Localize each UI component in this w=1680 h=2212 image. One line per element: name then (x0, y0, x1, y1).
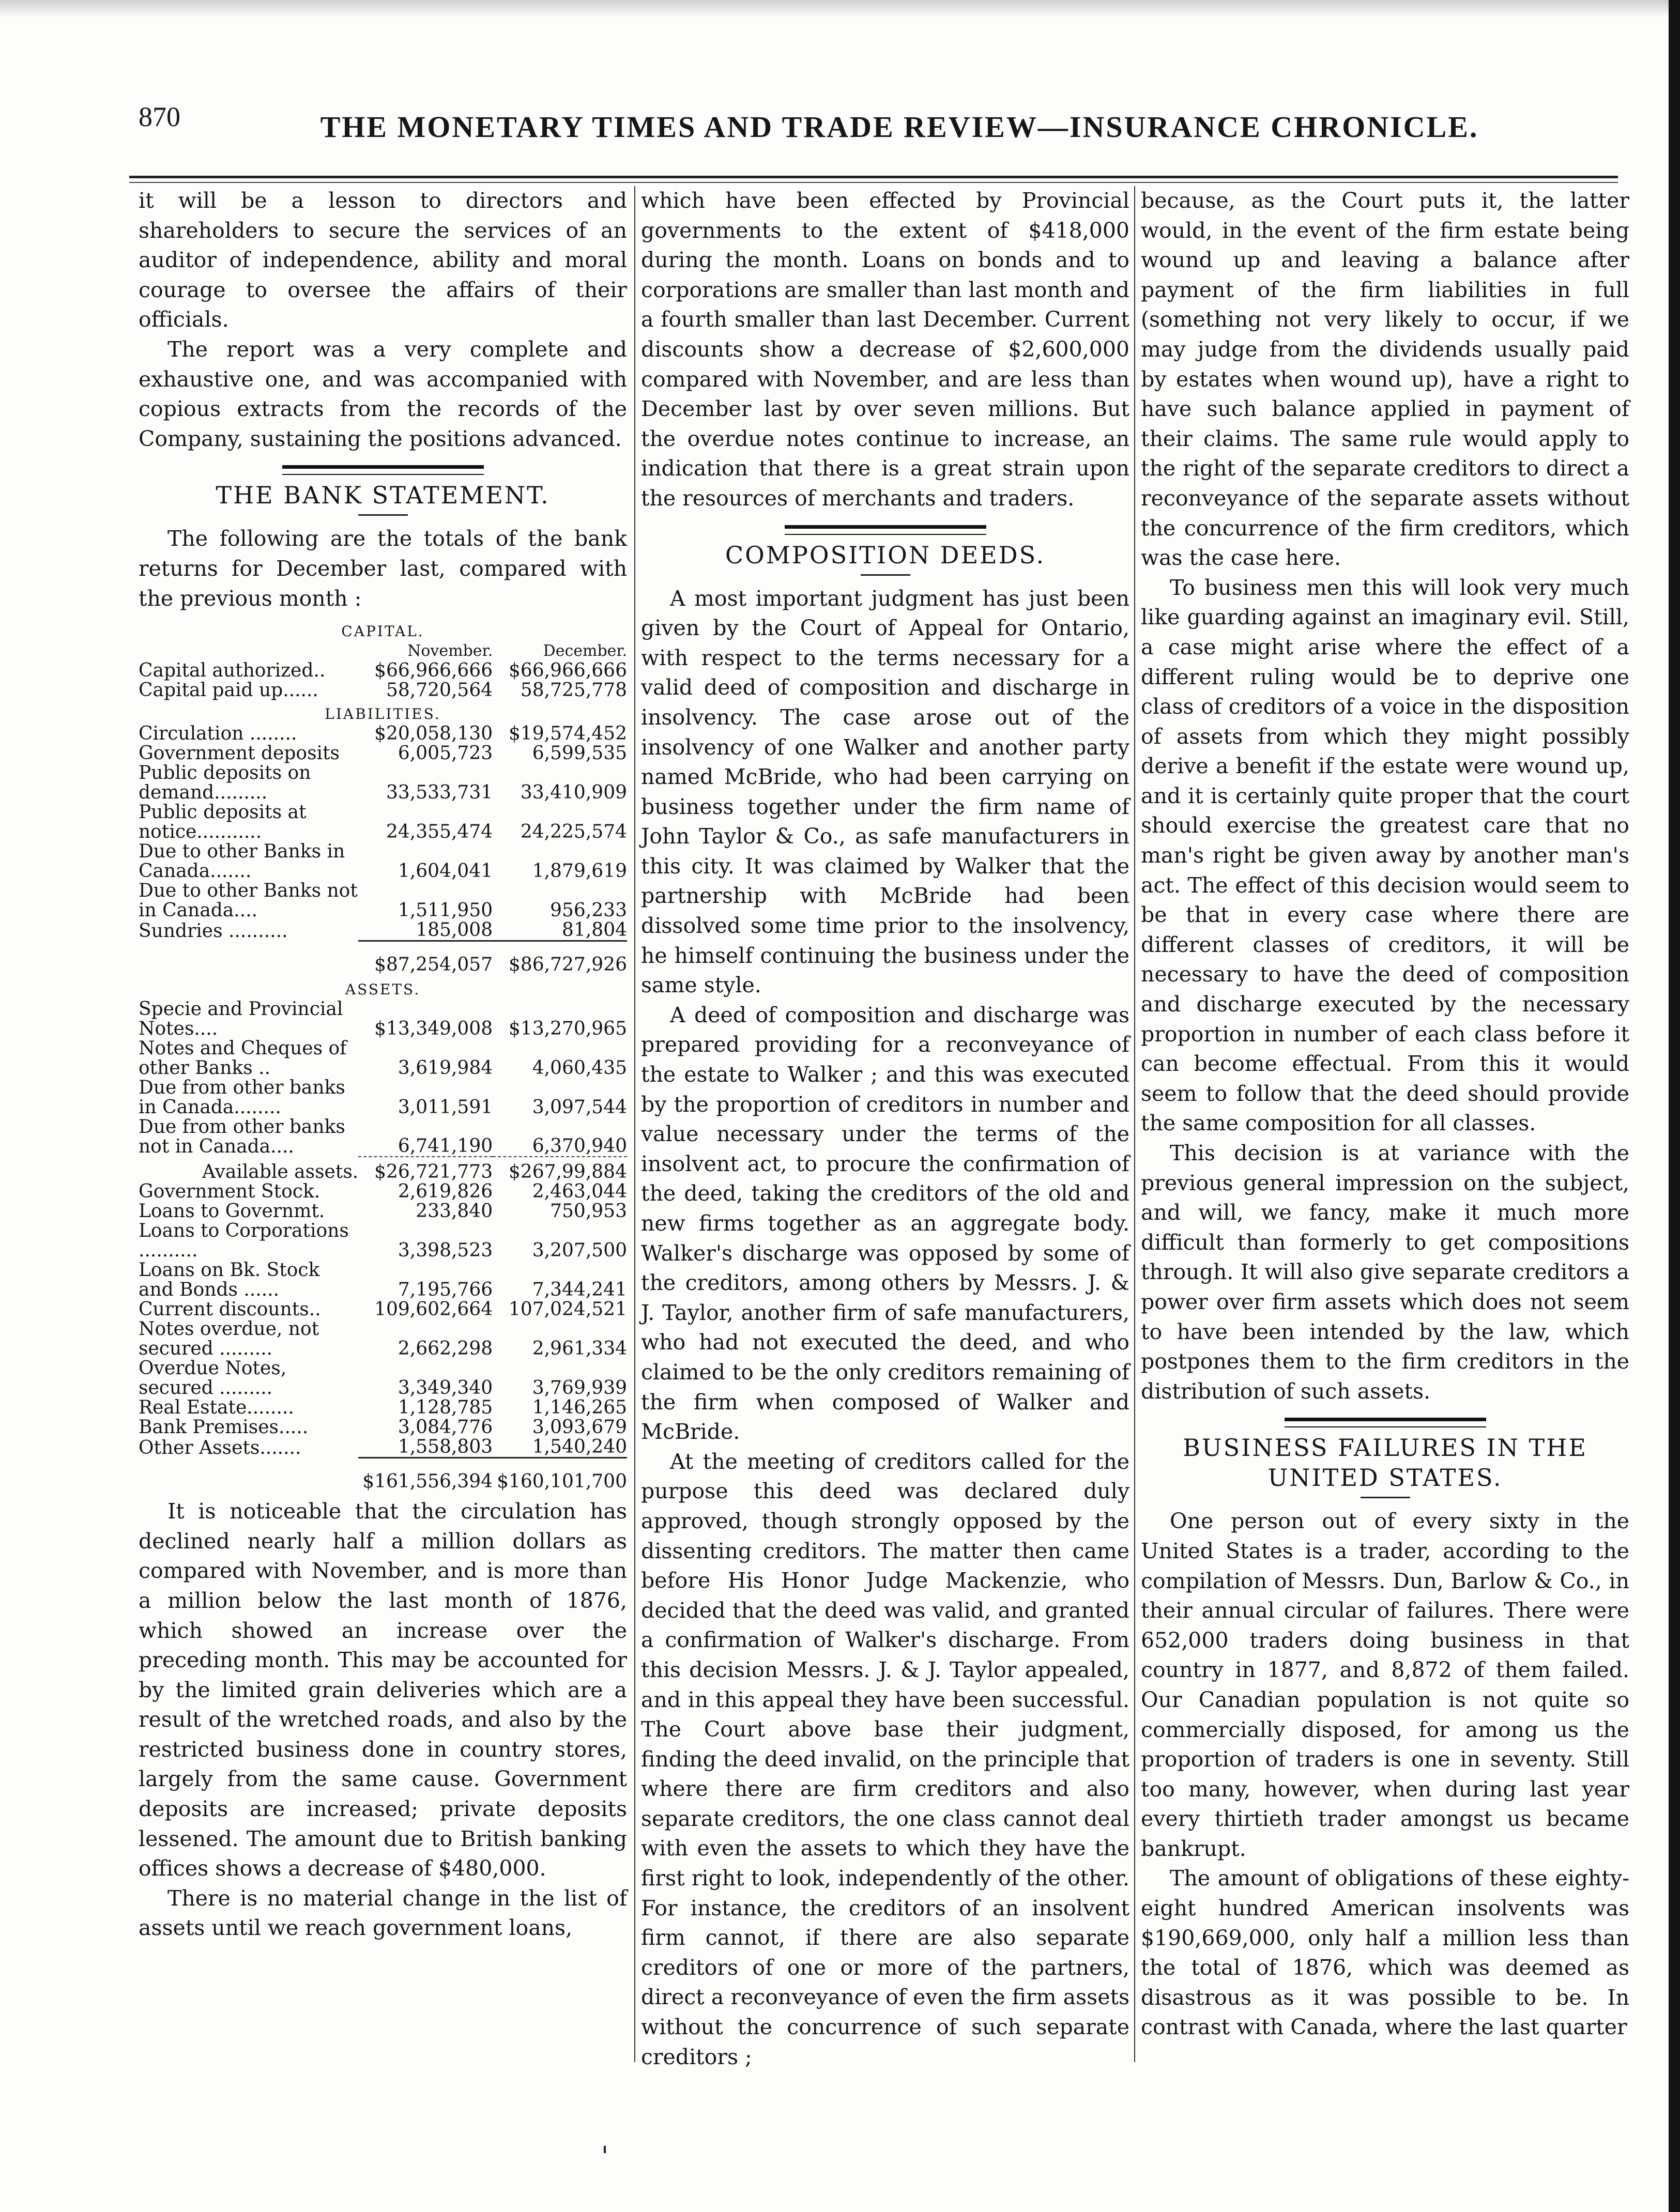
table-total-row (139, 941, 627, 976)
cell-november: 2,619,826 (398, 1181, 493, 1203)
table-row (139, 1039, 627, 1078)
row-label: Loans on Bk. Stock and Bonds ...... (139, 1259, 320, 1301)
table-row (139, 661, 627, 681)
cell-december: 6,599,535 (532, 743, 627, 764)
row-label: Real Estate........ (139, 1397, 294, 1419)
row-label: Public deposits on demand......... (139, 762, 311, 804)
section-rule (1285, 1418, 1486, 1427)
row-label: Government Stock. (139, 1181, 320, 1203)
cell-december: 33,410,909 (520, 782, 627, 804)
cell-november: 3,619,984 (398, 1057, 493, 1079)
cell-december: 1,540,240 (532, 1436, 627, 1458)
masthead-rule-thin (129, 182, 1618, 183)
section-heading: THE BANK STATEMENT. (216, 481, 550, 510)
cell-november: 1,511,950 (398, 900, 493, 921)
cell-december: 4,060,435 (532, 1057, 627, 1079)
row-label: Due from other banks not in Canada.... (139, 1116, 345, 1158)
row-label: Loans to Governmt. (139, 1201, 325, 1222)
row-label: Due from other banks in Canada........ (139, 1077, 345, 1118)
total-december: $160,101,700 (493, 1458, 627, 1493)
row-label: Notes and Cheques of other Banks .. (139, 1038, 347, 1079)
cell-december: 58,725,778 (520, 680, 627, 701)
article-paragraph: The amount of obligations of these eighty-eight hundred American insolvents was $190,669,000, only half a million less than the total of 1876, which was deemed as disastrous as it was possible to be. In contrast with Canada, where the last quarter (1141, 1866, 1629, 2040)
page-number: 870 (139, 101, 180, 132)
row-label: Loans to Corporations .......... (139, 1220, 349, 1262)
table-row (139, 842, 627, 881)
page-edge (0, 0, 1680, 18)
article-paragraph: There is no material change in the list of assets until we reach government loans, (139, 1885, 627, 1941)
row-label: Circulation ........ (139, 723, 297, 745)
total-december: $86,727,926 (493, 941, 627, 976)
cell-december: 3,093,679 (532, 1417, 627, 1438)
table-row (139, 681, 627, 700)
row-label: Capital authorized.. (139, 660, 326, 682)
total-november: $161,556,394 (358, 1458, 493, 1493)
column-header: December. (543, 642, 627, 660)
cell-november: 3,011,591 (398, 1097, 493, 1118)
row-label: Overdue Notes, secured ......... (139, 1358, 287, 1399)
cell-november: 58,720,564 (386, 680, 493, 701)
table-group-heading: LIABILITIES. (325, 705, 441, 723)
article-paragraph: At the meeting of creditors called for the purpose this deed was declared duly approved, though strongly opposed by the dissenting creditors. The matter then came before His Honor Judge Mackenzie, who decided that the deed was valid, and granted a confirmation of Walker's discharge. From this decision Messrs. J. & J. Taylor appealed, and in this appeal they have been successful. The Court above base their judgment, finding the deed invalid, on the principle that where there are firm creditors and also separate creditors, the one class cannot deal with even the assets to which they have the first right to look, independently of the other. For instance, the creditors of an insolvent firm cannot, if there are also separate creditors of one or more of the partners, direct a reconveyance of even the firm assets without the concurrence of such separate creditors ; (641, 1449, 1129, 2069)
cell-november: $13,349,008 (374, 1018, 493, 1040)
table-row (139, 1202, 627, 1221)
cell-november: 233,840 (416, 1201, 493, 1222)
table-row (139, 881, 627, 920)
cell-december: 1,146,265 (532, 1397, 627, 1419)
row-label: Capital paid up...... (139, 680, 318, 701)
cell-december: 750,953 (550, 1201, 627, 1222)
cell-december: 3,769,939 (532, 1377, 627, 1399)
row-label: Specie and Provincial Notes.... (139, 999, 343, 1040)
section-heading: BUSINESS FAILURES IN THE (1183, 1434, 1587, 1462)
table-row (139, 744, 627, 763)
row-label: Bank Premises..... (139, 1417, 309, 1438)
cell-november: 3,084,776 (398, 1417, 493, 1438)
table-row (139, 1319, 627, 1359)
row-label: Current discounts.. (139, 1299, 321, 1320)
table-row (139, 724, 627, 744)
cell-november: 1,558,803 (398, 1436, 493, 1458)
cell-december: 107,024,521 (508, 1299, 627, 1320)
cell-december: 2,961,334 (532, 1338, 627, 1360)
cell-december: 6,370,940 (532, 1135, 627, 1157)
table-row (139, 1398, 627, 1418)
cell-november: $66,966,666 (374, 660, 493, 682)
table-row (139, 1000, 627, 1039)
article-paragraph: The following are the totals of the bank returns for December last, compared with the previous month : (139, 526, 627, 611)
cell-november: $20,058,130 (374, 723, 493, 745)
cell-november: 1,128,785 (398, 1397, 493, 1419)
cell-december: $66,966,666 (508, 660, 627, 682)
table-group-heading: CAPITAL. (341, 623, 424, 640)
article-paragraph: A deed of composition and discharge was prepared providing for a reconveyance of the estate to Walker ; and this was executed by the proportion of creditors in number and value necessary under the terms of the insolvent act, to procure the confirmation of the deed, taking the creditors of the old and new firms together as an aggregate body. Walker's discharge was opposed by some of the creditors, among others by Messrs. J. & J. Taylor, another firm of safe manufacturers, who had not executed the deed, and who claimed to be the only creditors remaining of the firm when composed of Walker and McBride. (641, 1002, 1129, 1445)
table-row (139, 1117, 627, 1157)
cell-december: 24,225,574 (520, 821, 627, 843)
cell-november: 109,602,664 (374, 1299, 493, 1320)
total-november: $87,254,057 (358, 941, 493, 976)
column-right (1141, 186, 1629, 2042)
cell-december: $267,99,884 (493, 1157, 627, 1182)
table-subtotal-row (139, 1157, 627, 1182)
page-binding-edge (1669, 0, 1680, 2212)
cell-november: $26,721,773 (358, 1157, 493, 1182)
cell-december: 2,463,044 (532, 1181, 627, 1203)
table-row (139, 1418, 627, 1437)
masthead-title: THE MONETARY TIMES AND TRADE REVIEW—INSURANCE CHRONICLE. (320, 110, 1479, 144)
article-paragraph: which have been effected by Provincial governments to the extent of $418,000 during the month. Loans on bonds and to corporations are smaller than last month and a fourth smaller than last December. Current discounts show a decrease of $2,600,000 compared with November, and are less than December last by over seven millions. But the overdue notes continue to increase, an indication that there is a great strain upon the resources of merchants and traders. (641, 188, 1129, 511)
section-heading: UNITED STATES. (1267, 1464, 1503, 1492)
cell-november: 3,398,523 (398, 1240, 493, 1262)
cell-november: 24,355,474 (386, 821, 493, 843)
heading-dash (1361, 1497, 1410, 1498)
bank-statement-table (139, 618, 627, 1493)
row-label: Due to other Banks in Canada....... (139, 841, 345, 882)
column-left (139, 186, 627, 1943)
table-row (139, 1261, 627, 1300)
cell-november: 1,604,041 (398, 861, 493, 882)
row-label: Available assets. (202, 1161, 359, 1183)
row-label: Sundries .......... (139, 920, 288, 942)
table-group-heading: ASSETS. (345, 981, 421, 999)
section-rule (785, 525, 986, 535)
article-paragraph: To business men this will look very much like guarding against an imaginary evil. Still, a case might arise where the effect of a different ruling would be to deprive one class of creditors of a voice in the disposition of assets from which they might possibly derive a benefit if the estate were wound up, and it is certainly quite proper that the court should exercise the greatest care that no man's right be given away by another man's act. The effect of this decision would seem to be that in every case where there are different classes of creditors, it will be necessary to have the deed of composition and discharge executed by the necessary proportion in number of each class before it can become effectual. From this it would seem to follow that the deed should provide the same composition for all classes. (1141, 575, 1629, 1136)
article-paragraph: because, as the Court puts it, the latter would, in the event of the firm estate being wound up and leaving a balance after payment of the firm liabilities in full (something not very likely to occur, if we may judge from the dividends usually paid by estates when wound up), have a right to have such balance applied in payment of their claims. The same rule would apply to the right of the separate creditors to direct a reconveyance of the separate assets without the concurrence of the firm creditors, which was the case here. (1141, 188, 1629, 571)
cell-december: 3,207,500 (532, 1240, 627, 1262)
row-label: Public deposits at notice........... (139, 802, 307, 843)
article-paragraph: The report was a very complete and exhaustive one, and was accompanied with copious extracts from the records of the Company, sustaining the positions advanced. (139, 336, 627, 451)
print-mark (604, 2146, 606, 2153)
table-row (139, 920, 627, 941)
article-paragraph: One person out of every sixty in the United States is a trader, according to the compilation of Messrs. Dun, Barlow & Co., in their annual circular of failures. There were 652,000 traders doing business in that country in 1877, and 8,872 of them failed. Our Canadian population is not quite so commercially disposed, for among us the proportion of traders is one in seventy. Still too many, however, when during last year every thirtieth trader amongst us became bankrupt. (1141, 1509, 1629, 1861)
column-middle (641, 186, 1129, 2072)
column-divider (634, 186, 635, 2062)
heading-dash (358, 514, 408, 516)
section-rule (282, 465, 484, 475)
section-heading: COMPOSITION DEEDS. (725, 541, 1046, 569)
table-row (139, 1437, 627, 1458)
cell-november: 2,662,298 (398, 1338, 493, 1360)
cell-november: 33,533,731 (386, 782, 493, 804)
row-label: Notes overdue, not secured ......... (139, 1318, 319, 1360)
row-label: Other Assets....... (139, 1437, 301, 1458)
cell-november: 185,008 (416, 919, 493, 941)
cell-november: 7,195,766 (398, 1279, 493, 1301)
table-row (139, 1221, 627, 1261)
cell-december: 7,344,241 (532, 1279, 627, 1301)
table-row (139, 1182, 627, 1202)
heading-dash (861, 574, 910, 576)
article-paragraph: it will be a lesson to directors and shareholders to secure the services of an auditor of independence, ability and moral courage to oversee the affairs of their officials. (139, 188, 627, 332)
cell-november: 3,349,340 (398, 1377, 493, 1399)
cell-november: 6,005,723 (398, 743, 493, 764)
cell-december: $19,574,452 (508, 723, 627, 745)
column-header: November. (407, 642, 493, 660)
row-label: Due to other Banks not in Canada.... (139, 880, 358, 921)
article-paragraph: A most important judgment has just been given by the Court of Appeal for Ontario, with respect to the terms necessary for a valid deed of composition and discharge in insolvency. The case arose out of the insolvency of one Walker and another party named McBride, who had been carrying on business together under the firm name of John Taylor & Co., as safe manufacturers in this city. It was claimed by Walker that the partnership with McBride had been dissolved some time prior to the insolvency, he himself continuing the business under the same style. (641, 586, 1129, 998)
cell-december: 81,804 (562, 919, 627, 941)
table-row (139, 1078, 627, 1117)
masthead-rule (129, 176, 1618, 178)
cell-november: 6,741,190 (398, 1135, 493, 1157)
column-divider (1134, 186, 1135, 2062)
cell-december: 956,233 (550, 900, 627, 921)
row-label: Government deposits (139, 743, 340, 764)
article-paragraph: This decision is at variance with the previous general impression on the subject, and will, we fancy, make it much more difficult than formerly to get compositions through. It will also give separate creditors a power over firm assets which does not seem to have been intended by the law, which postpones them to the firm creditors in the distribution of such assets. (1141, 1141, 1629, 1404)
table-row (139, 803, 627, 842)
cell-december: 3,097,544 (532, 1097, 627, 1118)
table-row (139, 763, 627, 803)
table-row (139, 1300, 627, 1319)
table-row (139, 1359, 627, 1398)
cell-december: 1,879,619 (532, 861, 627, 882)
table-total-row (139, 1458, 627, 1493)
article-paragraph: It is noticeable that the circulation has declined nearly half a million dollars as compared with November, and is more than a million below the last month of 1876, which showed an increase over the preceding month. This may be accounted for by the limited grain deliveries which are a result of the wretched roads, and also by the restricted business done in country stores, largely from the same cause. Government deposits are increased; private deposits lessened. The amount due to British banking offices shows a decrease of $480,000. (139, 1499, 627, 1881)
cell-december: $13,270,965 (508, 1018, 627, 1040)
